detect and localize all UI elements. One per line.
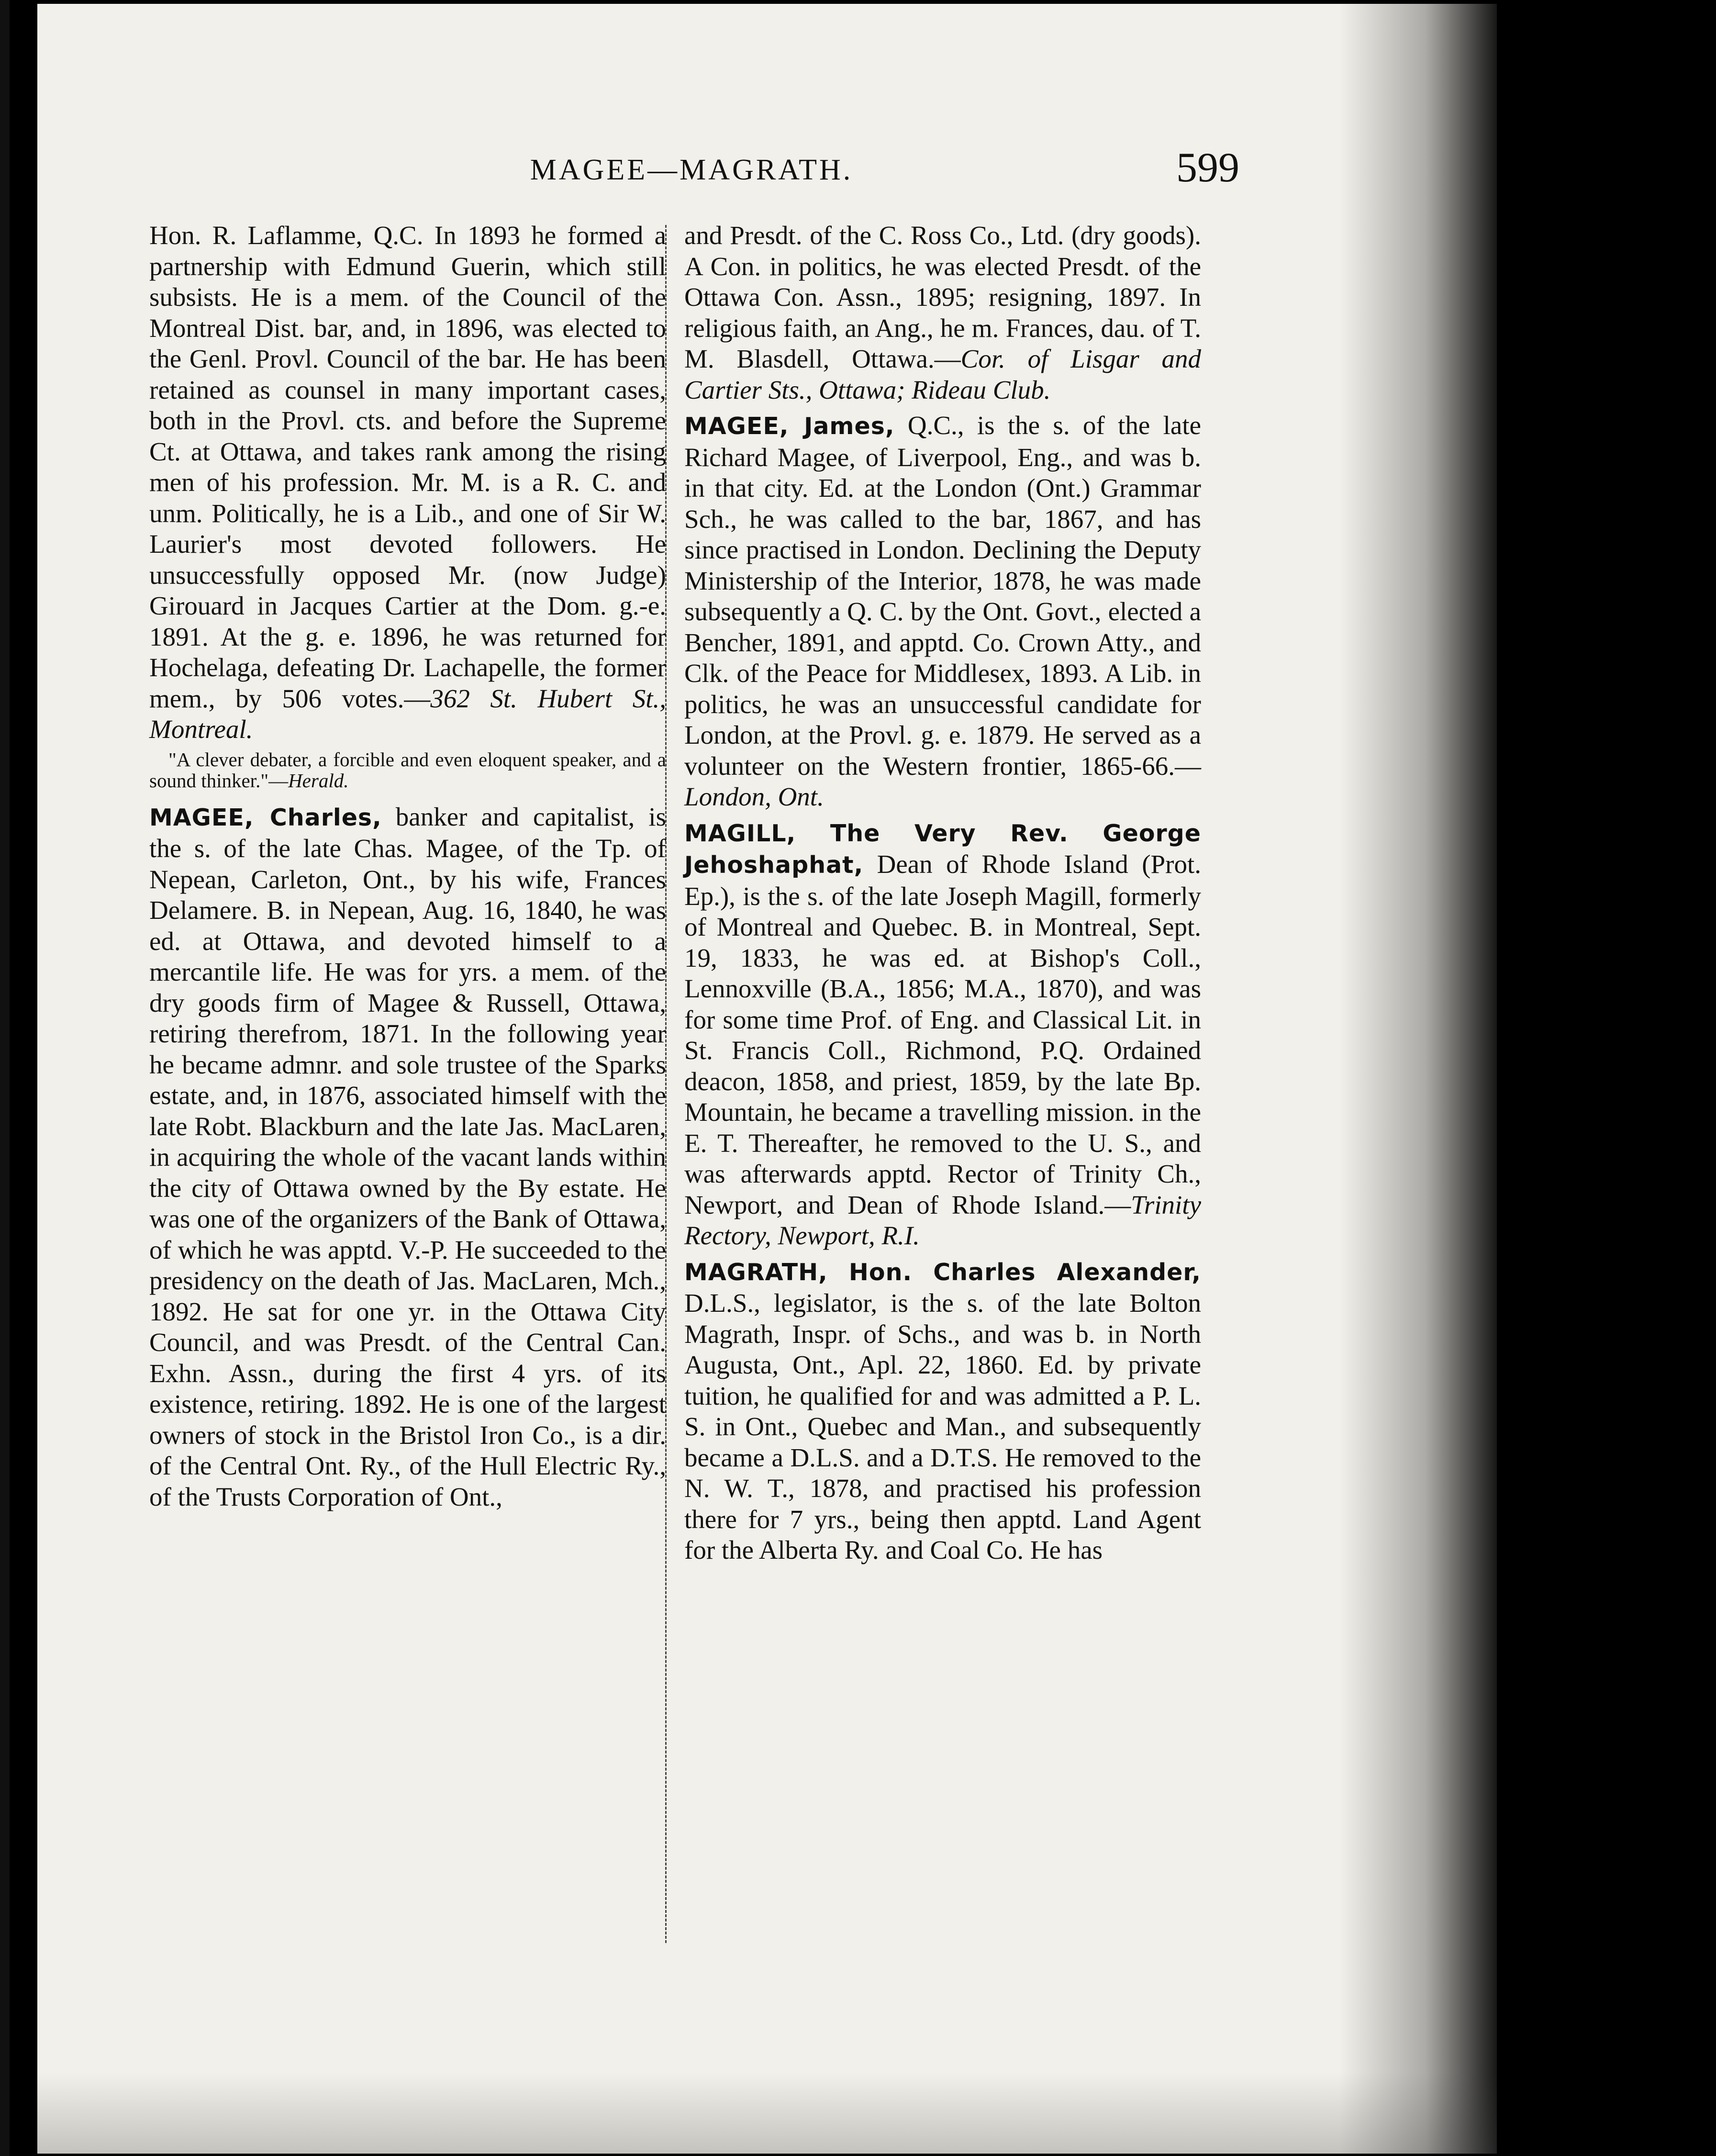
entry-address: London, Ont. [684,782,824,811]
entry-magee-charles [149,802,666,1513]
entry-text: banker and capitalist, is the s. of the late Chas. Magee, of the Tp. of Nepean, Carleton, Ont., by his wife, Frances Delamere. B. in Nepean, Aug. 16, 1840, he was ed. at Ottawa, and devoted himself to a mercantile life. He was for yrs. a mem. of the dry goods firm of Magee & Russell, Ottawa, retiring therefrom, 1871. In the following year he became admnr. and sole trustee of the Sparks estate, and, in 1876, associated himself with the late Robt. Blackburn and the late Jas. MacLaren, in acquiring the whole of the vacant lands within the city of Ottawa owned by the By estate. He was one of the organizers of the Bank of Ottawa, of which he was apptd. V.-P. He succeeded to the presidency on the death of Jas. MacLaren, Mch., 1892. He sat for one yr. in the Ottawa City Council, and was Presdt. of the Central Can. Exhn. Assn., during the first 4 yrs. of its existence, retiring. 1892. He is one of the largest owners of stock in the Bristol Iron Co., is a dir. of the Central Ont. Ry., of the Hull Electric Ry., of the Trusts Corporation of Ont., [149,802,666,1511]
page-number: 599 [1176,145,1239,191]
entry-text: and Presdt. of the C. Ross Co., Ltd. (dry goods). A Con. in politics, he was elected Presdt. of the Ottawa Con. Assn., 1895; resigning, 1897. In religious faith, an Ang., he m. Frances, dau. of T. M. Blasdell, Ottawa.— [684,221,1201,373]
entry-name: MAGRATH, Hon. Charles Alexander, [684,1258,1201,1286]
running-head: MAGEE—MAGRATH. [530,154,853,186]
entry-text: Q.C., is the s. of the late Richard Magee, of Liverpool, Eng., and was b. in that city. Ed. at the London (Ont.) Grammar Sch., he was called to the bar, 1867, and has since practised in London. Declining the Deputy Ministership of the Interior, 1878, he was made subsequently a Q. C. by the Ont. Govt., elected a Bencher, 1891, and apptd. Co. Crown Atty., and Clk. of the Peace for Middlesex, 1893. A Lib. in politics, he was an unsuccessful candidate for London, at the Provl. g. e. 1879. He served as a volunteer on the Western frontier, 1865-66.— [684,411,1202,781]
left-column [149,220,666,1512]
entry-address: Cor. of Lisgar and Cartier Sts., Ottawa; Rideau Club. [684,344,1201,404]
page-header [144,144,1239,196]
entry-continuation-magee [684,220,1201,405]
quote-text: "A clever debater, a forcible and even eloquent speaker, and a sound thinker."— [149,748,666,792]
page-edge-shadow [1339,4,1497,2154]
scan-border [0,0,10,2156]
entry-text: D.L.S., legislator, is the s. of the late Bolton Magrath, Inspr. of Schs., and was b. in North Augusta, Ont., Apl. 22, 1860. Ed. by private tuition, he qualified for and was admitted a P. L. S. in Ont., Quebec and Man., and subsequently became a D.L.S. and a D.T.S. He removed to the N. W. T., 1878, and practised his profession there for 7 yrs., being then apptd. Land Agent for the Alberta Ry. and Coal Co. He has [684,1288,1201,1564]
entry-magee-james [684,410,1201,813]
entry-magill [684,817,1201,1251]
entry-text: Dean of Rhode Island (Prot. Ep.), is the s. of the late Joseph Magill, formerly of Montreal and Quebec. B. in Montreal, Sept. 19, 1833, he was ed. at Bishop's Coll., Lennoxville (B.A., 1856; M.A., 1870), and was for some time Prof. of Eng. and Classical Lit. in St. Francis Coll., Richmond, P.Q. Ordained deacon, 1858, and priest, 1859, by the late Bp. Mountain, he became a travelling mission. in the E. T. Thereafter, he removed to the U. S., and was afterwards apptd. Rector of Trinity Ch., Newport, and Dean of Rhode Island.— [684,849,1201,1219]
entry-name: MAGEE, Charles, [149,804,382,831]
press-quote [149,749,666,791]
entry-text: Hon. R. Laflamme, Q.C. In 1893 he formed a partnership with Edmund Guerin, which still subsists. He is a mem. of the Council of the Montreal Dist. bar, and, in 1896, was elected to the Genl. Provl. Council of the bar. He has been retained as counsel in many important cases, both in the Provl. cts. and before the Supreme Ct. at Ottawa, and takes rank among the rising men of his profession. Mr. M. is a R. C. and unm. Politically, he is a Lib., and one of Sir W. Laurier's most devoted followers. He unsuccessfully opposed Mr. (now Judge) Girouard in Jacques Cartier at the Dom. g.-e. 1891. At the g. e. 1896, he was returned for Hochelaga, defeating Dr. Lachapelle, the former mem., by 506 votes.— [149,221,666,713]
page-bottom-shadow [37,2072,1497,2154]
entry-magrath [684,1256,1201,1566]
entry-continuation-laflamme [149,220,666,745]
right-column [684,220,1201,1566]
quote-source: Herald. [288,769,349,792]
entry-address: 362 St. Hubert St., Montreal. [149,683,666,744]
entry-name: MAGILL, The Very Rev. George Jehoshaphat, [684,819,1201,879]
entry-address: Trinity Rectory, Newport, R.I. [684,1190,1201,1250]
entry-name: MAGEE, James, [684,413,895,440]
